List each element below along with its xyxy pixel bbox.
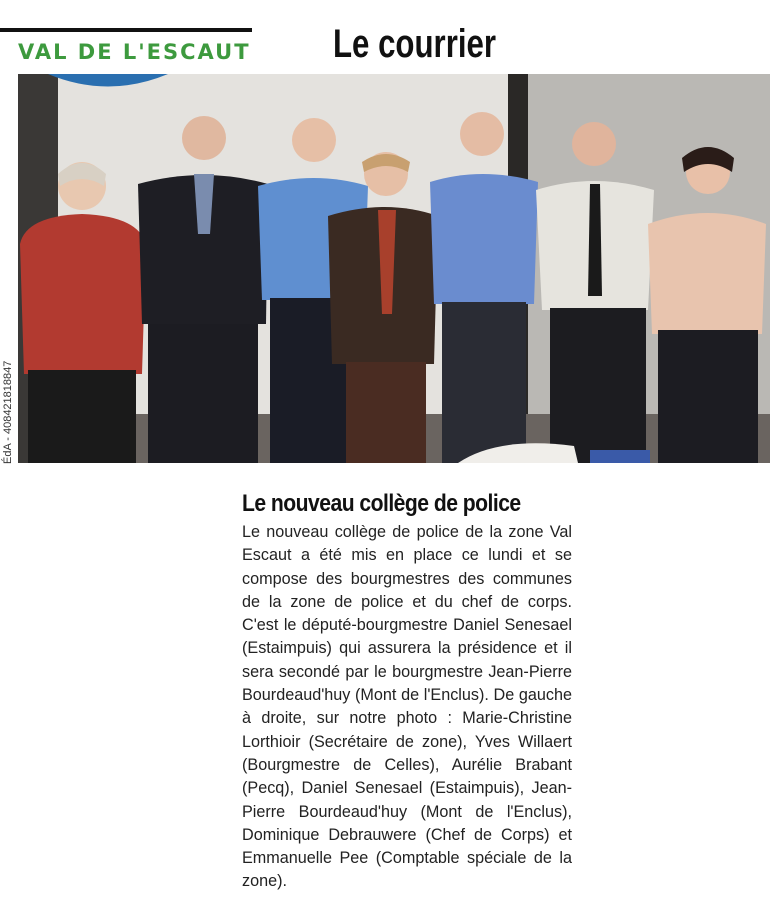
article [242, 490, 572, 894]
section-title: VAL DE L'ESCAUT [18, 40, 251, 64]
header-rule [0, 28, 252, 32]
publication-name: Le courrier [333, 22, 496, 66]
article-body: Le nouveau collège de police de la zone Val Escaut a été mis en place ce lundi et se compose des bourgmestres des communes de la zone de police et du chef de corps. C'est le député-bourgmestre Daniel Senesael (Estaimpuis) qui assurera la présidence et il sera secondé par le bourgmestre Jean-Pierre Bourdeaud'huy (Mont de l'Enclus). De gauche à droite, sur notre photo : Marie-Christine Lorthioir (Secrétaire de zone), Yves Willaert (Bourgmestre de Celles), Aurélie Brabant (Pecq), Daniel Senesael (Estaimpuis), Jean-Pierre Bourdeaud'huy (Mont de l'Enclus), Dominique Debrauwere (Chef de Corps) et Emmanuelle Pee (Comptable spéciale de la zone). [242, 523, 572, 891]
group-photo [18, 74, 770, 463]
photo-credit: ÉdA - 408421818847 [2, 360, 14, 464]
article-headline: Le nouveau collège de police [242, 490, 521, 517]
